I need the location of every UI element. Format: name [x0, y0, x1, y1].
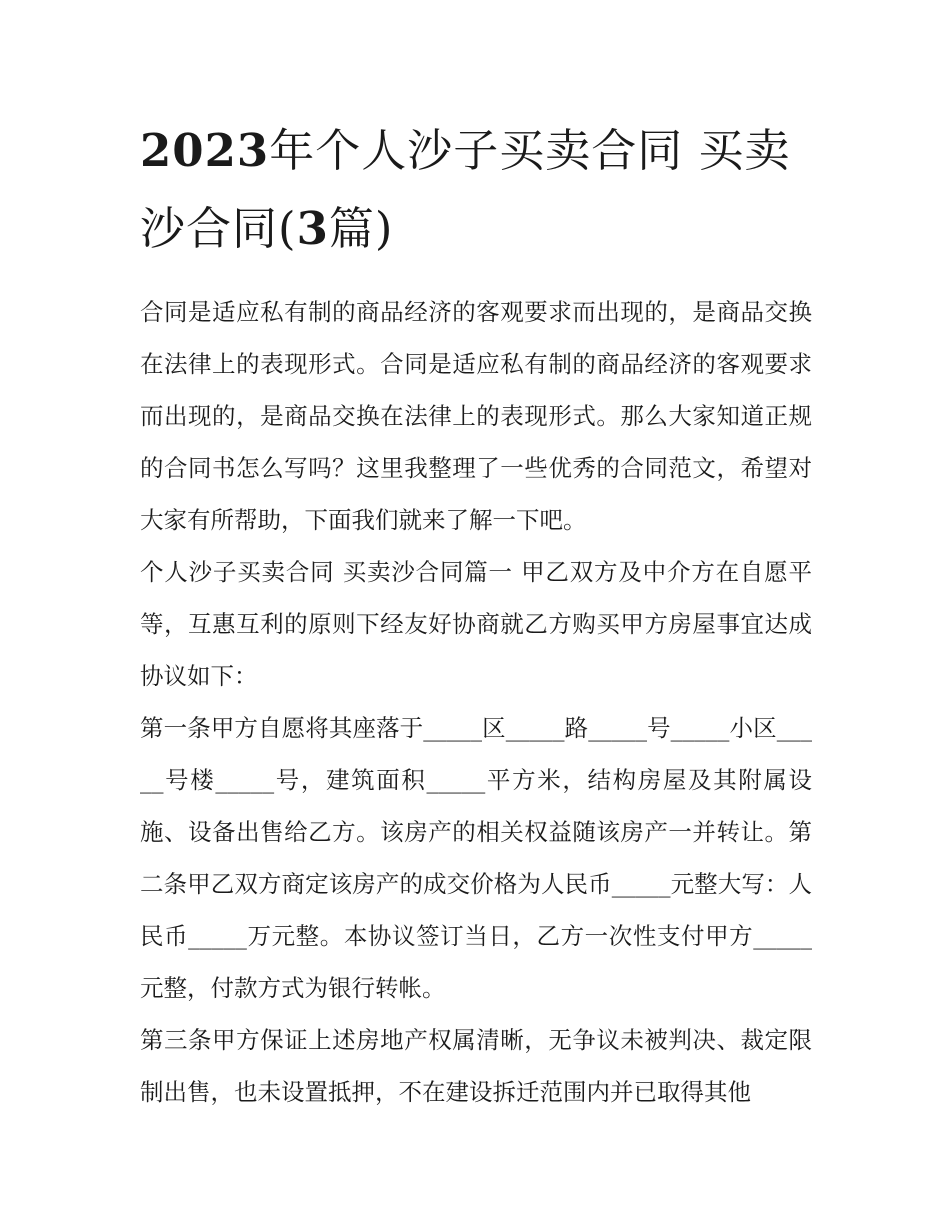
title-text: 年个人沙子买卖合同 买卖沙合同(	[140, 124, 791, 255]
contract-preamble-paragraph: 个人沙子买卖合同 买卖沙合同篇一 甲乙双方及中介方在自愿平等，互惠互利的原则下经友好协商就乙方购买甲方房屋事宜达成协议如下：	[140, 558, 812, 690]
intro-paragraph: 合同是适应私有制的商品经济的客观要求而出现的，是商品交换在法律上的表现形式。合同是适应私有制的商品经济的客观要求而出现的，是商品交换在法律上的表现形式。那么大家知道正规的合同书怎么写吗？这里我整理了一些优秀的合同范文，希望对大家有所帮助，下面我们就来了解一下吧。	[140, 298, 812, 534]
title-count: 3	[296, 202, 329, 255]
article-one-paragraph: 第一条甲方自愿将其座落于_____区_____路_____号_____小区_____号楼_____号，建筑面积_____平方米，结构房屋及其附属设施、设备出售给乙方。该房产的相关权益随该房产一并转让。第二条甲乙双方商定该房产的成交价格为人民币_____元整大写：人民币_____万元整。本协议签订当日，乙方一次性支付甲方_____元整，付款方式为银行转帐。	[140, 714, 812, 1002]
document-page	[140, 112, 812, 1118]
title-year: 2023	[140, 124, 270, 177]
article-three-paragraph: 第三条甲方保证上述房地产权属清晰，无争议未被判决、裁定限制出售，也未设置抵押，不在建设拆迁范围内并已取得其他	[140, 1026, 812, 1106]
title-suffix: 篇)	[328, 202, 394, 255]
document-title	[140, 112, 812, 268]
